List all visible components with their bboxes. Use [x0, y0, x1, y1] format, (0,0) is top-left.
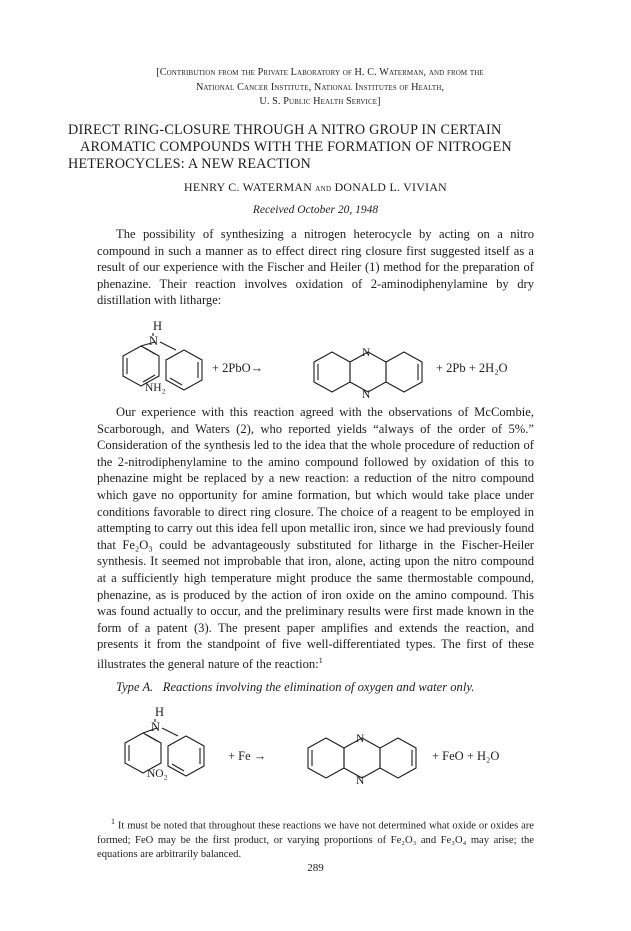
page-number: 289 — [307, 862, 324, 874]
eq1-phenazine-n-top: N — [362, 347, 371, 359]
eq1-reagent: + 2PbO→ — [212, 361, 264, 375]
paragraph-2-text: Our experience with this reaction agreed with the observations of McCombie, Scarborough, and Waters (2), who reported yields “always of the order of 5%.” Consideration of the synthesis led to the idea that the whole procedure of reduction of the 2-nitrodiphenylamine to the amino compound followed by oxidation of this to phenazine might be replaced by a new reaction: a reduction of the nitro compound which gave no opportunity for amine formation, but which would take place under conditions favorable to direct ring closure. The choice of a reagent to be employed in attempting to carry out this idea fell upon metallic iron, since we had previously found that Fe₂O₃ could be advantageously substituted for litharge in the Fischer-Heiler synthesis. It seemed not improbable that iron, alone, acting upon the nitro compound at a sufficiently high temperature might produce the same thermostable compound, phenazine, as is produced by the action of iron oxide on the amino compound. This was found actually to occur, and the preliminary results were first made known in the form of a patent (3). The present paper amplifies and extends the reaction, and presents it from the standpoint of five well-differentiated types. The first of these illustrates the general nature of the reaction: — [97, 405, 534, 672]
title-line-1: DIRECT RING-CLOSURE THROUGH A NITRO GROUP IN CERTAIN — [68, 122, 502, 138]
footnote-marker: 1 — [111, 817, 115, 826]
eq1-phenazine-left-ring — [314, 352, 350, 392]
eq1-phenazine-right-ring — [386, 352, 422, 392]
received-date: Received October 20, 1948 — [252, 204, 379, 216]
eq1-nh2-label: NH₂ — [145, 382, 166, 394]
eq2-left-ring-double-bond-2 — [147, 735, 157, 741]
eq2-right-ring — [168, 736, 204, 776]
equation-1 — [0, 312, 631, 404]
eq2-h-label: H — [155, 705, 165, 719]
paragraph-1: The possibility of synthesizing a nitrogen heterocycle by acting on a nitro compound in such a manner as to effect direct ring closure first suggested itself as a result of our experience with the Fischer and Heiler (1) method for the preparation of phenazine. Their reaction involves oxidation of 2-aminodiphenylamine by dry distillation with litharge: — [97, 227, 534, 308]
authors-and: and — [315, 183, 332, 194]
eq2-reagent: + Fe → — [228, 749, 267, 763]
contribution-line-2: National Cancer Institute, National Institutes of Health, — [195, 81, 445, 93]
equation-2 — [0, 700, 631, 792]
eq1-h-label: H — [153, 319, 163, 333]
type-a-label: Type A. — [116, 680, 154, 694]
contribution-note — [80, 66, 560, 110]
eq1-n-label: N — [149, 334, 159, 348]
eq1-n-right-bond — [160, 342, 176, 350]
eq2-n-right-bond — [162, 728, 178, 736]
eq2-n-label: N — [151, 720, 161, 734]
eq2-products: + FeO + H₂O — [432, 749, 500, 763]
eq2-phenazine-n-top: N — [356, 733, 365, 745]
eq1-right-ring — [166, 350, 202, 390]
footnote — [97, 815, 534, 862]
contribution-line-3: U. S. Public Health Service] — [259, 96, 381, 107]
article-title — [68, 122, 578, 173]
title-line-2: AROMATIC COMPOUNDS WITH THE FORMATION OF NITROGEN — [80, 139, 512, 155]
eq2-phenazine-right-ring — [380, 738, 416, 778]
paragraph-2 — [97, 404, 534, 673]
eq1-products: + 2Pb + 2H₂O — [436, 361, 508, 375]
author-1: HENRY C. WATERMAN — [184, 180, 313, 194]
eq2-no2-label: NO₂ — [147, 768, 168, 780]
authors — [0, 180, 631, 195]
eq2-left-ring — [125, 733, 161, 773]
footnote-text: It must be noted that throughout these reactions we have not determined what oxide or oxides are formed; FeO may be the first product, or varying proportions of Fe₂O₃ and Fe₃O₄ may arise; the equations are arbitrarily balanced. — [97, 820, 534, 860]
footnote-ref: 1 — [318, 655, 323, 665]
eq2-phenazine-n-bottom: N — [356, 775, 365, 787]
eq2-right-ring-double-bond-2 — [172, 764, 184, 771]
eq1-phenazine-n-bottom: N — [362, 389, 371, 401]
type-a-text: Reactions involving the elimination of oxygen and water only. — [162, 680, 475, 694]
author-2: DONALD L. VIVIAN — [334, 180, 447, 194]
eq2-phenazine-left-ring — [308, 738, 344, 778]
contribution-line-1: [Contribution from the Private Laboratory of H. C. Waterman, and from the — [156, 67, 484, 78]
title-line-3: HETEROCYCLES: A NEW REACTION — [68, 156, 311, 172]
eq1-right-ring-double-bond-2 — [170, 378, 182, 385]
type-a-heading — [116, 680, 474, 695]
eq1-left-ring-double-bond-3 — [145, 348, 155, 354]
eq1-left-ring — [123, 346, 159, 386]
